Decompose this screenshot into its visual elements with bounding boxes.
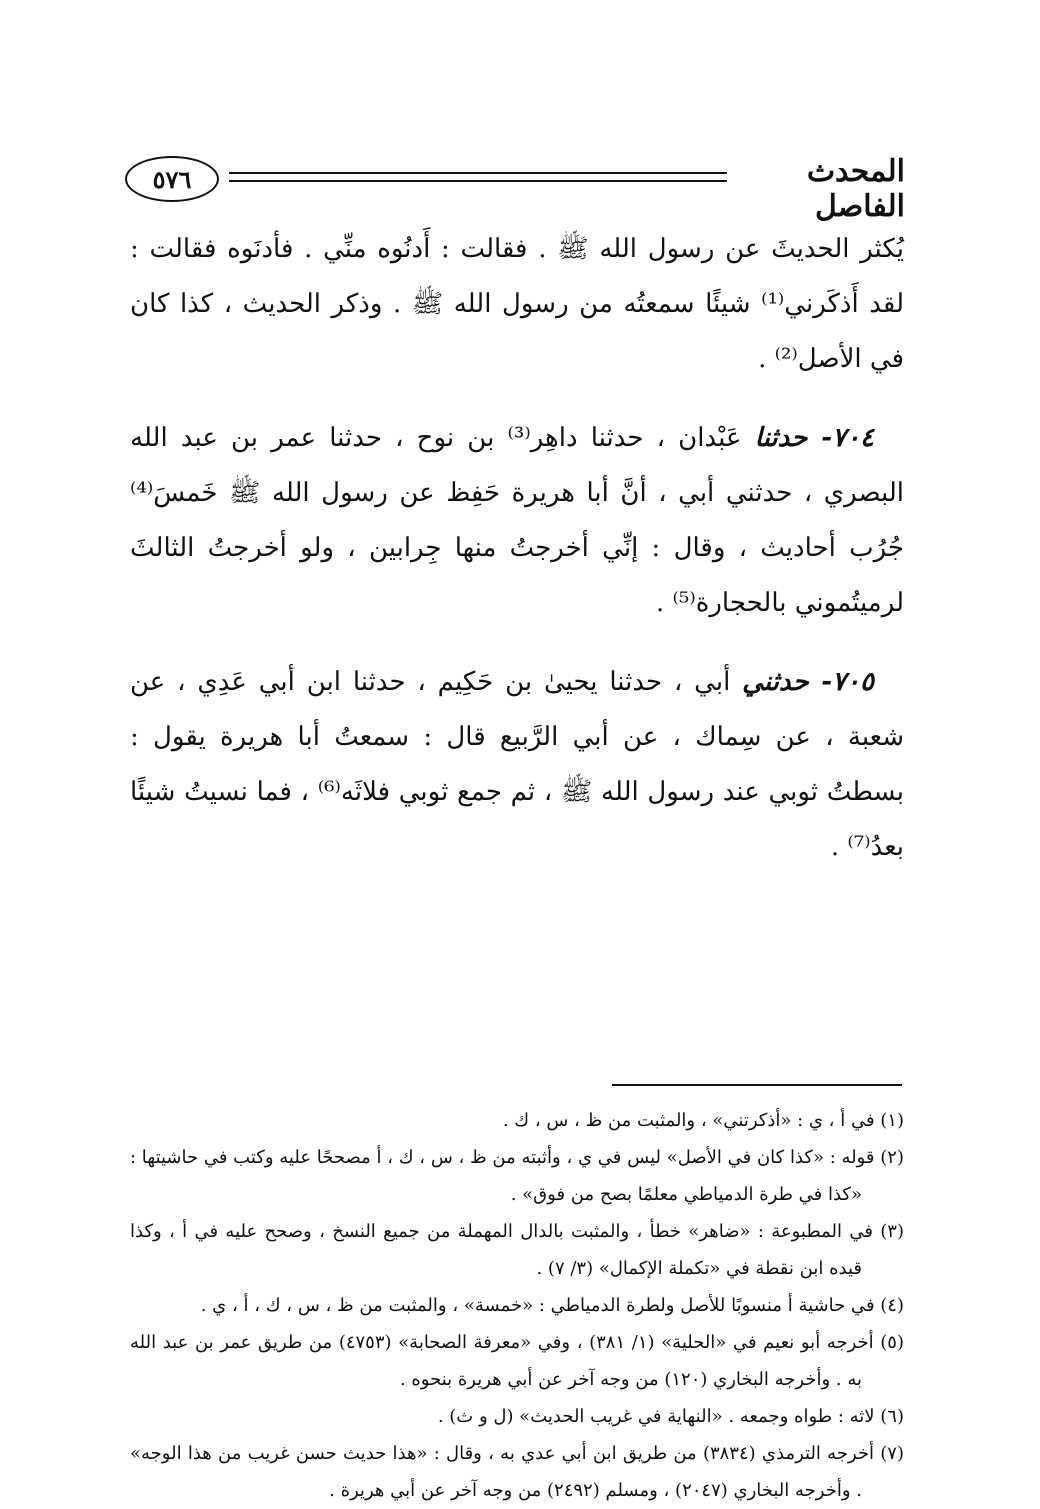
footnote-3: (٣) في المطبوعة : «ضاهر» خطأ ، والمثبت بالدال المهملة من جميع النسخ ، وصحح عليه في أ ، وكذا قيده ابن نقطة في «تكملة الإكمال» (٣/ ٧) .	[130, 1221, 904, 1279]
footnote-6: (٦) لاثه : طواه وجمعه . «النهاية في غريب الحديث» (ل و ث) .	[437, 1406, 904, 1427]
main-text	[130, 222, 904, 875]
header-rule	[229, 172, 727, 182]
footnote-5: (٥) أخرجه أبو نعيم في «الحلية» (١/ ٣٨١) ، وفي «معرفة الصحابة» (٤٧٥٣) من طريق عمر بن عبد الله به . وأخرجه البخاري (١٢٠) من وجه آخر عن أبي هريرة بنحوه .	[130, 1332, 904, 1390]
hadith-705	[130, 655, 904, 875]
page-header	[125, 150, 905, 224]
footnote-4: (٤) في حاشية أ منسوبًا للأصل ولطرة الدمياطي : «خمسة» ، والمثبت من ظ ، س ، ك ، أ ، ي .	[200, 1295, 904, 1316]
footnotes	[130, 1102, 904, 1509]
page-number: ٥٧٦	[125, 156, 219, 202]
hadith-704-lead: ٧٠٤- حدثنا	[754, 423, 875, 453]
footnote-separator	[612, 1084, 902, 1086]
paragraph-continuation: يُكثر الحديثَ عن رسول الله ﷺ . فقالت : أَدنُوه منِّي . فأدنَوه فقالت : لقد أَذكَرني⁽¹⁾ شيئًا سمعتُه من رسول الله ﷺ . وذكر الحديث ، كذا كان في الأصل⁽²⁾ .	[130, 234, 904, 374]
footnote-1: (١) في أ ، ي : «أذكرتني» ، والمثبت من ظ ، س ، ك .	[502, 1110, 904, 1131]
hadith-705-text: أبي ، حدثنا يحيىٰ بن حَكِيم ، حدثنا ابن أبي عَدِي ، عن شعبة ، عن سِماك ، عن أبي الرَّبيع قال : سمعتُ أبا هريرة يقول : بسطتُ ثوبي عند رسول الله ﷺ ، ثم جمع ثوبي فلاثَه⁽⁶⁾ ، فما نسيتُ شيئًا بعدُ⁽⁷⁾ .	[130, 667, 904, 862]
footnote-2: (٢) قوله : «كذا كان في الأصل» ليس في ي ، وأثبته من ظ ، س ، ك ، أ مصححًا عليه وكتب في حاشيتها : «كذا في طرة الدمياطي معلمًا بصح من فوق» .	[130, 1147, 904, 1205]
book-title: المحدث الفاصل	[806, 154, 905, 224]
hadith-705-lead: ٧٠٥- حدثني	[742, 667, 874, 697]
hadith-704-text: عَبْدان ، حدثنا داهِر⁽³⁾ بن نوح ، حدثنا عمر بن عبد الله البصري ، حدثني أبي ، أنَّ أبا هريرة حَفِظ عن رسول الله ﷺ خَمسَ⁽⁴⁾ جُرُب أحاديث ، وقال : إنِّي أخرجتُ منها جِرابين ، ولو أخرجتُ الثالثَ لرميتُموني بالحجارة⁽⁵⁾ .	[130, 423, 904, 618]
hadith-704	[130, 411, 904, 631]
footnote-7: (٧) أخرجه الترمذي (٣٨٣٤) من طريق ابن أبي عدي به ، وقال : «هذا حديث حسن غريب من هذا الوجه» . وأخرجه البخاري (٢٠٤٧) ، ومسلم (٢٤٩٢) من وجه آخر عن أبي هريرة .	[130, 1443, 904, 1501]
